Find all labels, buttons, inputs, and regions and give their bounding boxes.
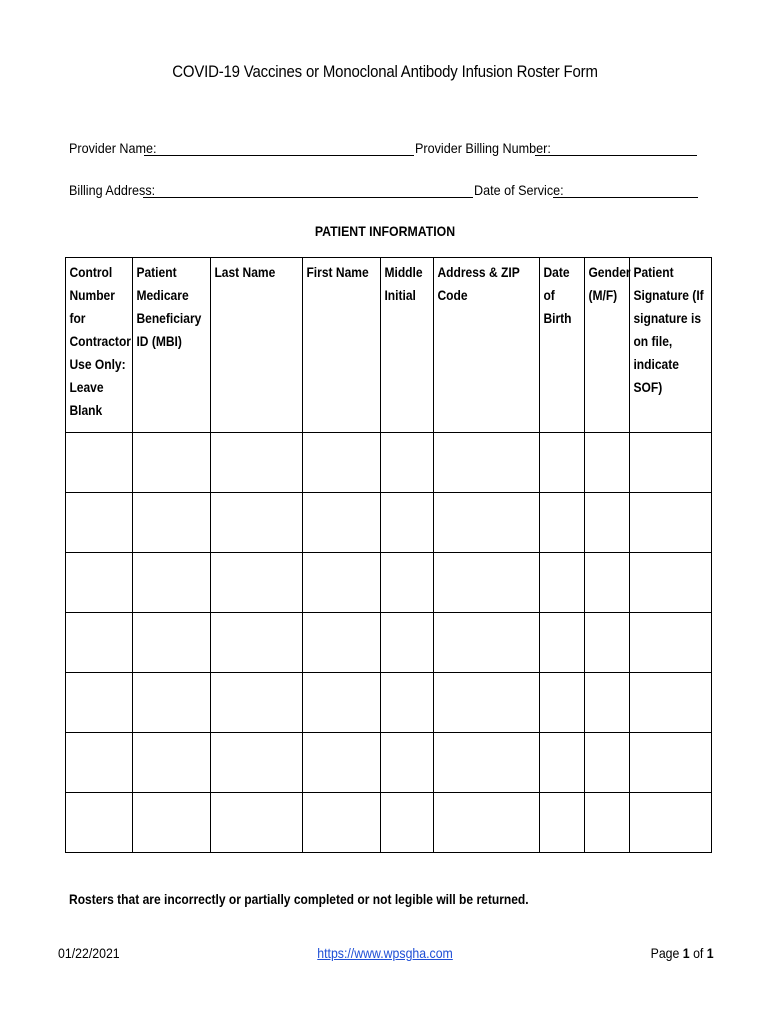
table-cell[interactable] [381, 613, 434, 673]
table-cell[interactable] [585, 673, 630, 733]
table-cell[interactable] [630, 733, 712, 793]
table-cell[interactable] [211, 793, 303, 853]
table-cell[interactable] [211, 673, 303, 733]
header-address-zip: Address & ZIP Code [434, 258, 540, 433]
table-cell[interactable] [303, 733, 381, 793]
table-cell[interactable] [211, 493, 303, 553]
table-cell[interactable] [66, 613, 133, 673]
provider-billing-number-field[interactable] [535, 155, 697, 156]
table-cell[interactable] [434, 553, 540, 613]
table-cell[interactable] [585, 553, 630, 613]
table-cell[interactable] [381, 433, 434, 493]
table-cell[interactable] [381, 553, 434, 613]
header-patient-signature: Patient Signature (If signature is on file, indicate SOF) [630, 258, 712, 433]
patient-roster-table [65, 257, 712, 853]
table-cell[interactable] [434, 733, 540, 793]
table-cell[interactable] [66, 733, 133, 793]
table-cell[interactable] [381, 793, 434, 853]
table-cell[interactable] [540, 553, 585, 613]
table-cell[interactable] [630, 793, 712, 853]
header-first-name: First Name [303, 258, 381, 433]
table-cell[interactable] [303, 553, 381, 613]
table-cell[interactable] [133, 673, 211, 733]
header-control-number: Control Number for Contractor Use Only: Leave Blank [66, 258, 133, 433]
website-link[interactable]: https://www.wpsgha.com [317, 945, 453, 961]
table-cell[interactable] [133, 553, 211, 613]
header-mbi: Patient Medicare Beneficiary ID (MBI) [133, 258, 211, 433]
table-cell[interactable] [66, 553, 133, 613]
table-cell[interactable] [303, 493, 381, 553]
provider-billing-number-label: Provider Billing Number: [415, 140, 551, 156]
table-row [66, 493, 712, 553]
header-last-name: Last Name [211, 258, 303, 433]
table-row [66, 553, 712, 613]
header-gender: Gender (M/F) [585, 258, 630, 433]
section-title: PATIENT INFORMATION [314, 223, 456, 239]
table-row [66, 613, 712, 673]
table-cell[interactable] [585, 733, 630, 793]
table-cell[interactable] [133, 793, 211, 853]
table-cell[interactable] [540, 493, 585, 553]
table-cell[interactable] [585, 613, 630, 673]
table-cell[interactable] [540, 793, 585, 853]
table-row [66, 733, 712, 793]
table-cell[interactable] [630, 553, 712, 613]
table-cell[interactable] [381, 733, 434, 793]
table-row [66, 433, 712, 493]
table-cell[interactable] [133, 733, 211, 793]
provider-name-field[interactable] [144, 155, 414, 156]
footer-date: 01/22/2021 [58, 945, 120, 961]
rosters-warning-note: Rosters that are incorrectly or partially completed or not legible will be returned. [69, 891, 529, 907]
billing-address-field[interactable] [143, 197, 473, 198]
table-cell[interactable] [66, 673, 133, 733]
table-cell[interactable] [303, 793, 381, 853]
table-cell[interactable] [66, 793, 133, 853]
table-cell[interactable] [211, 613, 303, 673]
form-title: COVID-19 Vaccines or Monoclonal Antibody Infusion Roster Form [172, 62, 598, 81]
table-cell[interactable] [133, 493, 211, 553]
table-cell[interactable] [540, 733, 585, 793]
page-number: Page 1 of 1 [650, 945, 714, 961]
table-cell[interactable] [540, 673, 585, 733]
table-cell[interactable] [434, 673, 540, 733]
table-cell[interactable] [630, 613, 712, 673]
table-cell[interactable] [303, 673, 381, 733]
table-cell[interactable] [434, 433, 540, 493]
table-cell[interactable] [585, 433, 630, 493]
table-cell[interactable] [630, 673, 712, 733]
table-cell[interactable] [630, 493, 712, 553]
table-cell[interactable] [211, 733, 303, 793]
table-cell[interactable] [303, 613, 381, 673]
table-cell[interactable] [540, 433, 585, 493]
table-cell[interactable] [540, 613, 585, 673]
table-row [66, 793, 712, 853]
table-cell[interactable] [66, 493, 133, 553]
table-cell[interactable] [630, 433, 712, 493]
table-cell[interactable] [303, 433, 381, 493]
billing-address-label: Billing Address: [69, 182, 156, 198]
table-row [66, 673, 712, 733]
table-cell[interactable] [133, 433, 211, 493]
date-of-service-field[interactable] [553, 197, 698, 198]
table-cell[interactable] [381, 673, 434, 733]
table-cell[interactable] [211, 433, 303, 493]
provider-name-label: Provider Name: [69, 140, 157, 156]
table-cell[interactable] [381, 493, 434, 553]
table-cell[interactable] [434, 793, 540, 853]
table-cell[interactable] [585, 793, 630, 853]
table-cell[interactable] [434, 493, 540, 553]
table-cell[interactable] [434, 613, 540, 673]
table-cell[interactable] [66, 433, 133, 493]
header-date-of-birth: Date of Birth [540, 258, 585, 433]
header-middle-initial: Middle Initial [381, 258, 434, 433]
table-cell[interactable] [133, 613, 211, 673]
table-cell[interactable] [585, 493, 630, 553]
table-header-row [66, 258, 712, 433]
date-of-service-label: Date of Service: [474, 182, 564, 198]
table-cell[interactable] [211, 553, 303, 613]
